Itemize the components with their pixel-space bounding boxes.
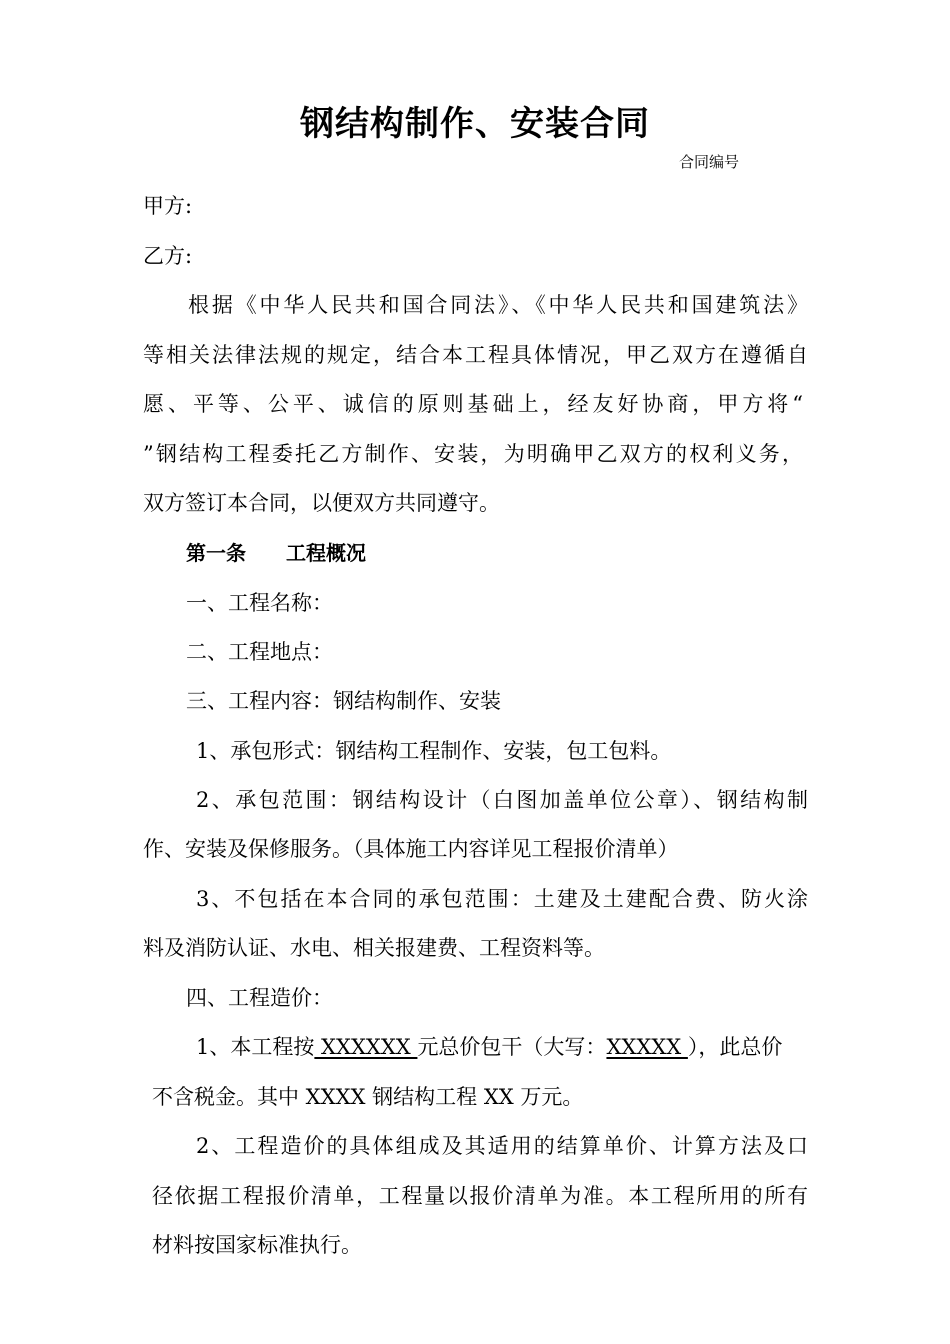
party-a-line: 甲方: bbox=[143, 194, 193, 218]
item-contract-scope-line-1: 2、承包范围：钢结构设计（白图加盖单位公章）、钢结构制 bbox=[196, 788, 808, 812]
preamble-line-4: ”钢结构工程委托乙方制作、安装，为明确甲乙双方的权利义务， bbox=[143, 442, 803, 466]
item-project-content: 三、工程内容：钢结构制作、安装 bbox=[186, 689, 501, 713]
preamble-line-5: 双方签订本合同，以便双方共同遵守。 bbox=[143, 491, 500, 515]
price-clause-1-prefix: 1、本工程按 bbox=[196, 1035, 315, 1059]
party-b-line: 乙方: bbox=[143, 244, 193, 268]
price-clause-2-line-3: 材料按国家标准执行。 bbox=[152, 1233, 362, 1257]
price-clause-2-line-1: 2、工程造价的具体组成及其适用的结算单价、计算方法及口 bbox=[196, 1134, 808, 1158]
item-contract-scope-line-2: 作、安装及保修服务。（具体施工内容详见工程报价清单） bbox=[143, 837, 679, 861]
document-title: 钢结构制作、安装合同 bbox=[300, 104, 650, 144]
article-1-number: 第一条 bbox=[186, 541, 246, 565]
preamble-line-1: 根据《中华人民共和国合同法》、《中华人民共和国建筑法》 bbox=[188, 293, 808, 317]
article-1-heading bbox=[186, 538, 366, 568]
price-clause-1-suffix: ），此总价 bbox=[687, 1035, 783, 1059]
item-project-name: 一、工程名称： bbox=[186, 591, 333, 615]
price-clause-2-line-2: 径依据工程报价清单，工程量以报价清单为准。本工程所用的所有 bbox=[152, 1184, 808, 1208]
preamble-line-3: 愿、平等、公平、诚信的原则基础上，经友好协商，甲方将“ bbox=[143, 392, 803, 416]
contract-number-label: 合同编号 bbox=[679, 153, 740, 171]
price-clause-1-line-1 bbox=[196, 1032, 782, 1062]
item-project-location: 二、工程地点： bbox=[186, 640, 333, 664]
price-amount-caps-field: XXXXX bbox=[606, 1035, 688, 1059]
item-project-price: 四、工程造价： bbox=[186, 986, 333, 1010]
price-amount-field: XXXXXX bbox=[314, 1035, 418, 1059]
preamble-line-2: 等相关法律法规的规定，结合本工程具体情况，甲乙双方在遵循自 bbox=[143, 343, 808, 367]
price-clause-1-mid: 元总价包干（大写： bbox=[417, 1035, 607, 1059]
item-excluded-scope-line-1: 3、不包括在本合同的承包范围：土建及土建配合费、防火涂 bbox=[196, 887, 808, 911]
article-1-title: 工程概况 bbox=[286, 541, 366, 565]
item-excluded-scope-line-2: 料及消防认证、水电、相关报建费、工程资料等。 bbox=[143, 936, 605, 960]
item-contract-form: 1、承包形式：钢结构工程制作、安装，包工包料。 bbox=[196, 739, 672, 763]
price-clause-1-line-2: 不含税金。其中 XXXX 钢结构工程 XX 万元。 bbox=[152, 1085, 584, 1109]
